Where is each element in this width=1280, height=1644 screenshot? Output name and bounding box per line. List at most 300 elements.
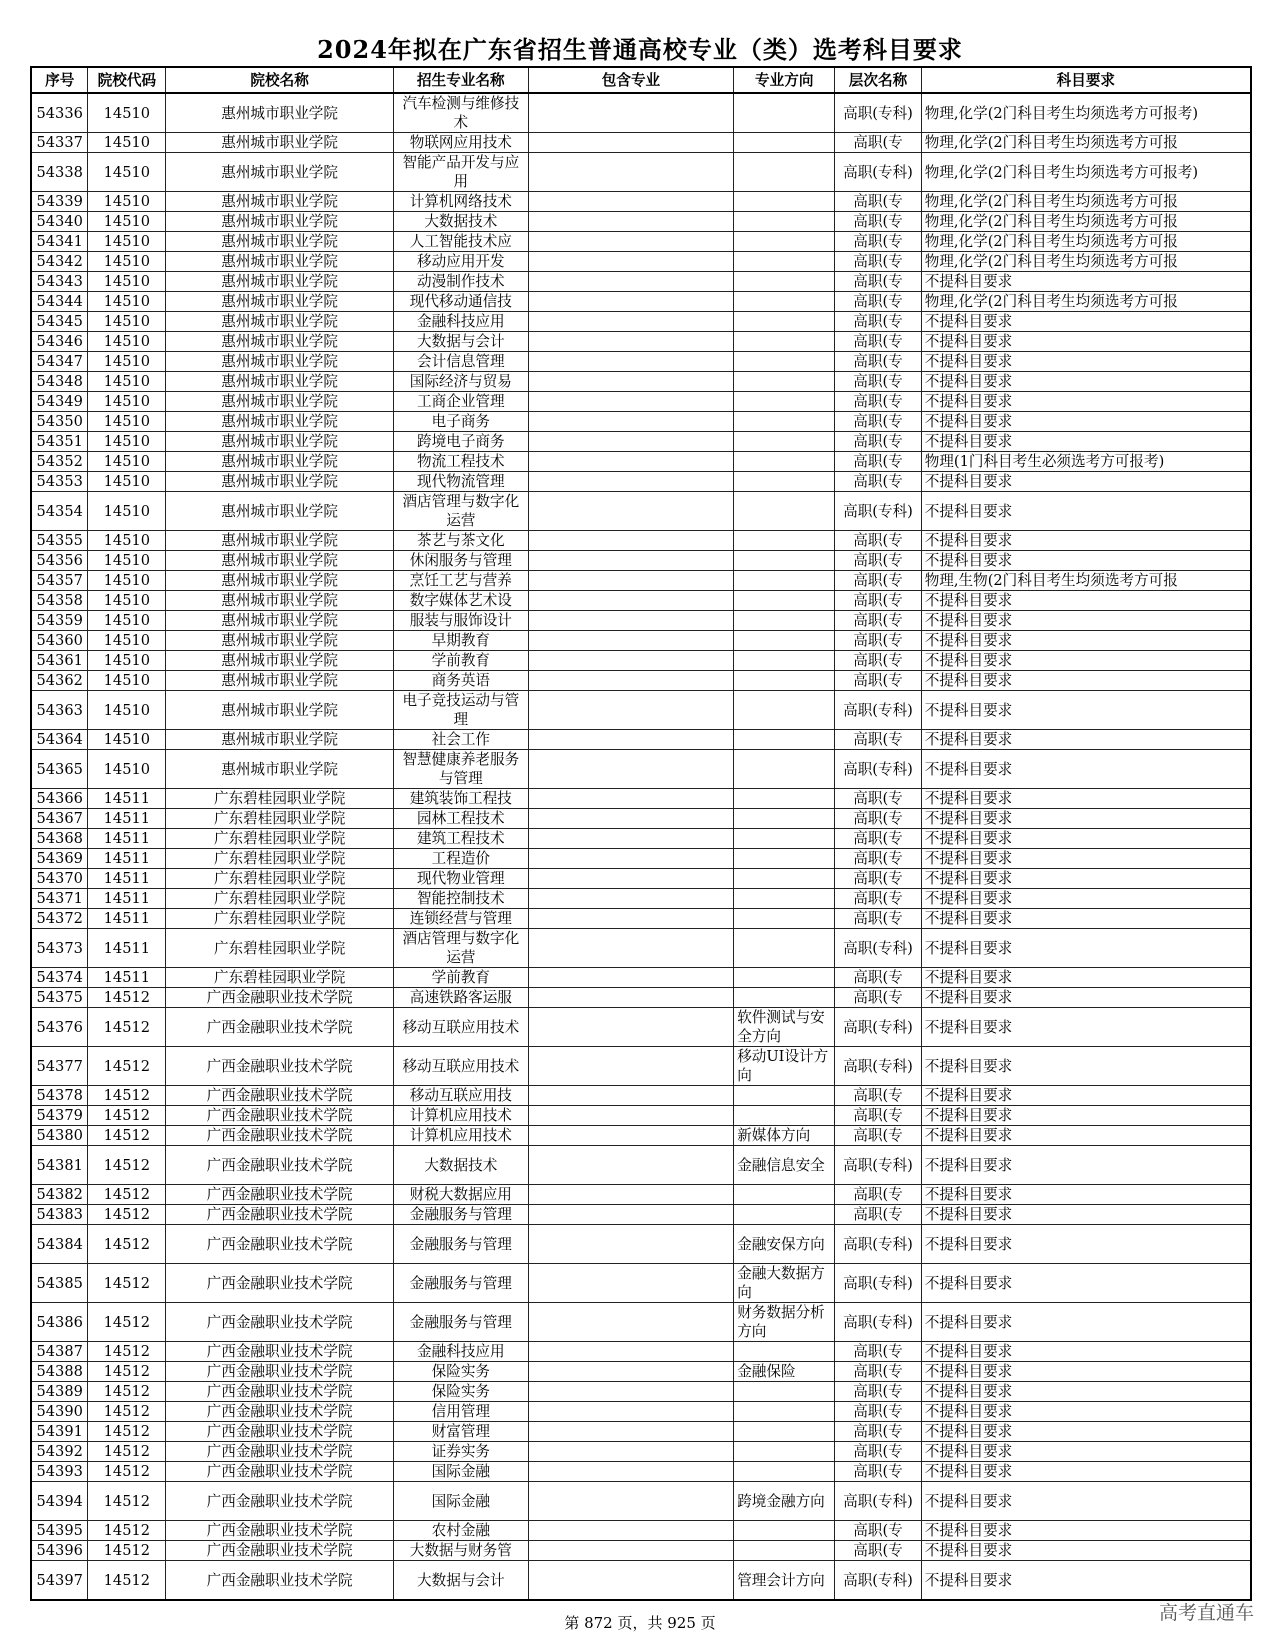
cell-school-code: 14510	[88, 412, 166, 432]
requirements-table	[30, 66, 1252, 1601]
cell-school-code: 14510	[88, 432, 166, 452]
cell-level: 高职(专	[835, 1185, 921, 1205]
cell-school-code: 14511	[88, 829, 166, 849]
cell-seq: 54371	[31, 889, 88, 909]
cell-included-majors	[528, 1047, 733, 1086]
cell-school-name: 惠州城市职业学院	[166, 591, 394, 611]
cell-major-name: 人工智能技术应	[393, 232, 528, 252]
cell-level: 高职(专	[835, 232, 921, 252]
cell-seq: 54357	[31, 571, 88, 591]
cell-school-code: 14510	[88, 671, 166, 691]
cell-requirement: 不提科目要求	[921, 1303, 1251, 1342]
cell-major-name: 服装与服饰设计	[393, 611, 528, 631]
table-row	[31, 1303, 1251, 1342]
table-row	[31, 1462, 1251, 1482]
cell-major-name: 学前教育	[393, 651, 528, 671]
cell-school-name: 广东碧桂园职业学院	[166, 869, 394, 889]
cell-included-majors	[528, 1362, 733, 1382]
cell-requirement: 不提科目要求	[921, 611, 1251, 631]
cell-direction	[734, 392, 835, 412]
cell-direction	[734, 571, 835, 591]
header-requirement: 科目要求	[921, 67, 1251, 93]
cell-included-majors	[528, 292, 733, 312]
cell-requirement: 不提科目要求	[921, 1086, 1251, 1106]
cell-major-name: 国际经济与贸易	[393, 372, 528, 392]
cell-level: 高职(专	[835, 1422, 921, 1442]
cell-level: 高职(专科)	[835, 691, 921, 730]
cell-direction	[734, 93, 835, 133]
cell-school-code: 14511	[88, 929, 166, 968]
cell-requirement: 物理,化学(2门科目考生均须选考方可报	[921, 133, 1251, 153]
cell-level: 高职(专	[835, 1086, 921, 1106]
cell-seq: 54392	[31, 1442, 88, 1462]
cell-school-name: 广西金融职业技术学院	[166, 1146, 394, 1185]
cell-major-name: 智能控制技术	[393, 889, 528, 909]
cell-requirement: 不提科目要求	[921, 1126, 1251, 1146]
cell-included-majors	[528, 1225, 733, 1264]
table-row	[31, 611, 1251, 631]
cell-seq: 54397	[31, 1561, 88, 1601]
cell-requirement: 物理,化学(2门科目考生均须选考方可报	[921, 192, 1251, 212]
cell-requirement: 不提科目要求	[921, 909, 1251, 929]
cell-major-name: 电子竞技运动与管理	[393, 691, 528, 730]
cell-school-name: 广东碧桂园职业学院	[166, 968, 394, 988]
cell-included-majors	[528, 1382, 733, 1402]
cell-seq: 54390	[31, 1402, 88, 1422]
cell-major-name: 连锁经营与管理	[393, 909, 528, 929]
cell-direction: 管理会计方向	[734, 1561, 835, 1601]
cell-included-majors	[528, 133, 733, 153]
table-row	[31, 412, 1251, 432]
cell-school-code: 14511	[88, 889, 166, 909]
cell-seq: 54384	[31, 1225, 88, 1264]
cell-school-code: 14512	[88, 1462, 166, 1482]
cell-school-name: 惠州城市职业学院	[166, 372, 394, 392]
cell-seq: 54388	[31, 1362, 88, 1382]
cell-requirement: 不提科目要求	[921, 1422, 1251, 1442]
cell-level: 高职(专科)	[835, 1482, 921, 1521]
cell-seq: 54374	[31, 968, 88, 988]
brand-watermark-text: 高考直通车	[1158, 1602, 1254, 1624]
cell-major-name: 数字媒体艺术设	[393, 591, 528, 611]
cell-included-majors	[528, 332, 733, 352]
cell-included-majors	[528, 591, 733, 611]
table-row	[31, 452, 1251, 472]
cell-school-code: 14510	[88, 292, 166, 312]
cell-major-name: 汽车检测与维修技术	[393, 93, 528, 133]
table-row	[31, 1561, 1251, 1601]
cell-seq: 54391	[31, 1422, 88, 1442]
cell-level: 高职(专	[835, 392, 921, 412]
cell-requirement: 不提科目要求	[921, 551, 1251, 571]
cell-requirement: 不提科目要求	[921, 671, 1251, 691]
cell-seq: 54376	[31, 1008, 88, 1047]
cell-seq: 54385	[31, 1264, 88, 1303]
cell-direction	[734, 730, 835, 750]
cell-included-majors	[528, 750, 733, 789]
cell-level: 高职(专	[835, 312, 921, 332]
cell-requirement: 不提科目要求	[921, 1442, 1251, 1462]
cell-seq: 54345	[31, 312, 88, 332]
table-row	[31, 1264, 1251, 1303]
cell-major-name: 保险实务	[393, 1382, 528, 1402]
cell-direction	[734, 492, 835, 531]
cell-major-name: 金融科技应用	[393, 312, 528, 332]
cell-direction	[734, 869, 835, 889]
cell-school-name: 广东碧桂园职业学院	[166, 849, 394, 869]
cell-seq: 54372	[31, 909, 88, 929]
cell-requirement: 物理,化学(2门科目考生均须选考方可报	[921, 252, 1251, 272]
cell-direction	[734, 352, 835, 372]
cell-requirement: 不提科目要求	[921, 889, 1251, 909]
cell-requirement: 不提科目要求	[921, 789, 1251, 809]
cell-requirement: 不提科目要求	[921, 829, 1251, 849]
cell-seq: 54361	[31, 651, 88, 671]
cell-school-code: 14510	[88, 153, 166, 192]
cell-school-code: 14510	[88, 750, 166, 789]
cell-included-majors	[528, 1442, 733, 1462]
cell-requirement: 不提科目要求	[921, 1362, 1251, 1382]
cell-level: 高职(专	[835, 1521, 921, 1541]
cell-major-name: 财税大数据应用	[393, 1185, 528, 1205]
table-row	[31, 1402, 1251, 1422]
cell-major-name: 物流工程技术	[393, 452, 528, 472]
table-row	[31, 1146, 1251, 1185]
cell-direction	[734, 1402, 835, 1422]
cell-included-majors	[528, 571, 733, 591]
cell-school-name: 广西金融职业技术学院	[166, 1225, 394, 1264]
cell-major-name: 会计信息管理	[393, 352, 528, 372]
cell-school-code: 14512	[88, 1264, 166, 1303]
cell-level: 高职(专科)	[835, 1008, 921, 1047]
cell-seq: 54380	[31, 1126, 88, 1146]
table-row	[31, 332, 1251, 352]
cell-school-code: 14510	[88, 352, 166, 372]
cell-level: 高职(专	[835, 730, 921, 750]
cell-seq: 54367	[31, 809, 88, 829]
cell-requirement: 不提科目要求	[921, 1146, 1251, 1185]
cell-level: 高职(专	[835, 889, 921, 909]
table-row	[31, 591, 1251, 611]
table-row	[31, 671, 1251, 691]
cell-included-majors	[528, 809, 733, 829]
cell-school-name: 广西金融职业技术学院	[166, 1482, 394, 1521]
cell-school-name: 广西金融职业技术学院	[166, 988, 394, 1008]
cell-school-name: 惠州城市职业学院	[166, 232, 394, 252]
cell-school-name: 惠州城市职业学院	[166, 252, 394, 272]
cell-seq: 54354	[31, 492, 88, 531]
cell-direction	[734, 591, 835, 611]
cell-requirement: 不提科目要求	[921, 332, 1251, 352]
cell-seq: 54346	[31, 332, 88, 352]
cell-school-name: 惠州城市职业学院	[166, 452, 394, 472]
table-row	[31, 1106, 1251, 1126]
cell-included-majors	[528, 611, 733, 631]
cell-included-majors	[528, 352, 733, 372]
header-school-code: 院校代码	[88, 67, 166, 93]
cell-level: 高职(专	[835, 472, 921, 492]
table-row	[31, 492, 1251, 531]
cell-school-name: 广西金融职业技术学院	[166, 1264, 394, 1303]
cell-school-code: 14512	[88, 1205, 166, 1225]
cell-school-name: 广西金融职业技术学院	[166, 1303, 394, 1342]
cell-requirement: 物理,化学(2门科目考生均须选考方可报	[921, 212, 1251, 232]
cell-major-name: 商务英语	[393, 671, 528, 691]
cell-major-name: 保险实务	[393, 1362, 528, 1382]
cell-included-majors	[528, 1561, 733, 1601]
table-row	[31, 829, 1251, 849]
cell-seq: 54366	[31, 789, 88, 809]
cell-direction	[734, 472, 835, 492]
cell-school-name: 广东碧桂园职业学院	[166, 889, 394, 909]
cell-requirement: 不提科目要求	[921, 372, 1251, 392]
cell-school-name: 惠州城市职业学院	[166, 631, 394, 651]
cell-level: 高职(专	[835, 671, 921, 691]
cell-major-name: 茶艺与茶文化	[393, 531, 528, 551]
cell-major-name: 移动互联应用技	[393, 1086, 528, 1106]
header-school-name: 院校名称	[166, 67, 394, 93]
cell-school-code: 14512	[88, 1402, 166, 1422]
cell-requirement: 不提科目要求	[921, 1264, 1251, 1303]
cell-seq: 54364	[31, 730, 88, 750]
table-row	[31, 153, 1251, 192]
cell-major-name: 建筑装饰工程技	[393, 789, 528, 809]
cell-requirement: 不提科目要求	[921, 591, 1251, 611]
cell-level: 高职(专科)	[835, 1561, 921, 1601]
cell-requirement: 不提科目要求	[921, 392, 1251, 412]
cell-direction	[734, 412, 835, 432]
cell-school-name: 广西金融职业技术学院	[166, 1008, 394, 1047]
cell-level: 高职(专	[835, 452, 921, 472]
cell-requirement: 不提科目要求	[921, 312, 1251, 332]
table-row	[31, 571, 1251, 591]
cell-level: 高职(专	[835, 829, 921, 849]
table-row	[31, 1541, 1251, 1561]
cell-level: 高职(专	[835, 988, 921, 1008]
cell-direction	[734, 750, 835, 789]
cell-school-code: 14510	[88, 551, 166, 571]
cell-seq: 54338	[31, 153, 88, 192]
table-row	[31, 849, 1251, 869]
table-row	[31, 531, 1251, 551]
cell-direction: 跨境金融方向	[734, 1482, 835, 1521]
cell-direction	[734, 292, 835, 312]
cell-requirement: 不提科目要求	[921, 691, 1251, 730]
cell-level: 高职(专科)	[835, 750, 921, 789]
table-row	[31, 789, 1251, 809]
cell-school-code: 14510	[88, 611, 166, 631]
cell-seq: 54387	[31, 1342, 88, 1362]
table-row	[31, 272, 1251, 292]
cell-level: 高职(专	[835, 631, 921, 651]
table-row	[31, 1342, 1251, 1362]
cell-school-name: 广西金融职业技术学院	[166, 1185, 394, 1205]
cell-level: 高职(专科)	[835, 93, 921, 133]
cell-school-name: 广西金融职业技术学院	[166, 1362, 394, 1382]
cell-school-name: 惠州城市职业学院	[166, 611, 394, 631]
cell-requirement: 不提科目要求	[921, 531, 1251, 551]
cell-direction	[734, 1342, 835, 1362]
cell-school-code: 14510	[88, 212, 166, 232]
header-included-majors: 包含专业	[528, 67, 733, 93]
cell-level: 高职(专	[835, 591, 921, 611]
cell-major-name: 动漫制作技术	[393, 272, 528, 292]
cell-level: 高职(专科)	[835, 1225, 921, 1264]
table-row	[31, 968, 1251, 988]
cell-seq: 54373	[31, 929, 88, 968]
cell-seq: 54370	[31, 869, 88, 889]
cell-direction	[734, 432, 835, 452]
cell-major-name: 高速铁路客运服	[393, 988, 528, 1008]
cell-school-name: 广西金融职业技术学院	[166, 1462, 394, 1482]
cell-requirement: 不提科目要求	[921, 1008, 1251, 1047]
cell-direction	[734, 1106, 835, 1126]
cell-school-code: 14512	[88, 1561, 166, 1601]
cell-seq: 54396	[31, 1541, 88, 1561]
table-row	[31, 1047, 1251, 1086]
cell-included-majors	[528, 730, 733, 750]
table-row	[31, 1362, 1251, 1382]
cell-direction	[734, 1185, 835, 1205]
cell-level: 高职(专科)	[835, 1047, 921, 1086]
table-row	[31, 392, 1251, 412]
cell-direction	[734, 531, 835, 551]
cell-major-name: 大数据与财务管	[393, 1541, 528, 1561]
cell-major-name: 证券实务	[393, 1442, 528, 1462]
cell-requirement: 不提科目要求	[921, 412, 1251, 432]
cell-included-majors	[528, 153, 733, 192]
cell-direction	[734, 611, 835, 631]
cell-major-name: 金融服务与管理	[393, 1264, 528, 1303]
cell-school-name: 惠州城市职业学院	[166, 312, 394, 332]
cell-included-majors	[528, 472, 733, 492]
cell-school-name: 惠州城市职业学院	[166, 531, 394, 551]
cell-direction	[734, 829, 835, 849]
header-direction: 专业方向	[734, 67, 835, 93]
cell-direction	[734, 133, 835, 153]
cell-direction	[734, 1442, 835, 1462]
table-row	[31, 232, 1251, 252]
cell-school-code: 14511	[88, 789, 166, 809]
cell-seq: 54353	[31, 472, 88, 492]
cell-included-majors	[528, 432, 733, 452]
cell-level: 高职(专	[835, 212, 921, 232]
header-level: 层次名称	[835, 67, 921, 93]
cell-seq: 54365	[31, 750, 88, 789]
cell-included-majors	[528, 1205, 733, 1225]
cell-included-majors	[528, 492, 733, 531]
cell-requirement: 不提科目要求	[921, 849, 1251, 869]
cell-included-majors	[528, 531, 733, 551]
cell-level: 高职(专	[835, 551, 921, 571]
cell-included-majors	[528, 929, 733, 968]
cell-school-name: 惠州城市职业学院	[166, 192, 394, 212]
cell-requirement: 不提科目要求	[921, 750, 1251, 789]
cell-direction	[734, 968, 835, 988]
cell-level: 高职(专	[835, 1462, 921, 1482]
cell-direction	[734, 252, 835, 272]
cell-seq: 54336	[31, 93, 88, 133]
cell-school-name: 惠州城市职业学院	[166, 392, 394, 412]
cell-level: 高职(专科)	[835, 1303, 921, 1342]
cell-direction: 移动UI设计方向	[734, 1047, 835, 1086]
cell-included-majors	[528, 829, 733, 849]
cell-included-majors	[528, 988, 733, 1008]
cell-level: 高职(专	[835, 1402, 921, 1422]
cell-seq: 54395	[31, 1521, 88, 1541]
cell-level: 高职(专	[835, 849, 921, 869]
cell-major-name: 跨境电子商务	[393, 432, 528, 452]
cell-major-name: 学前教育	[393, 968, 528, 988]
cell-included-majors	[528, 671, 733, 691]
cell-direction	[734, 332, 835, 352]
cell-direction: 金融保险	[734, 1362, 835, 1382]
cell-level: 高职(专	[835, 192, 921, 212]
cell-school-name: 广西金融职业技术学院	[166, 1541, 394, 1561]
cell-requirement: 不提科目要求	[921, 1521, 1251, 1541]
cell-seq: 54363	[31, 691, 88, 730]
table-row	[31, 472, 1251, 492]
cell-direction	[734, 551, 835, 571]
cell-school-code: 14512	[88, 1303, 166, 1342]
table-row	[31, 551, 1251, 571]
cell-school-code: 14512	[88, 1362, 166, 1382]
cell-school-name: 惠州城市职业学院	[166, 212, 394, 232]
cell-seq: 54348	[31, 372, 88, 392]
cell-included-majors	[528, 789, 733, 809]
cell-school-code: 14511	[88, 968, 166, 988]
cell-school-code: 14511	[88, 809, 166, 829]
header-seq: 序号	[31, 67, 88, 93]
cell-direction	[734, 452, 835, 472]
cell-direction	[734, 1205, 835, 1225]
cell-school-name: 惠州城市职业学院	[166, 432, 394, 452]
cell-requirement: 不提科目要求	[921, 809, 1251, 829]
table-row	[31, 1225, 1251, 1264]
cell-level: 高职(专	[835, 252, 921, 272]
cell-school-code: 14512	[88, 1086, 166, 1106]
cell-level: 高职(专	[835, 1541, 921, 1561]
cell-requirement: 不提科目要求	[921, 1541, 1251, 1561]
cell-school-name: 广西金融职业技术学院	[166, 1561, 394, 1601]
cell-requirement: 不提科目要求	[921, 492, 1251, 531]
cell-seq: 54394	[31, 1482, 88, 1521]
cell-direction	[734, 988, 835, 1008]
cell-seq: 54377	[31, 1047, 88, 1086]
table-row	[31, 252, 1251, 272]
cell-seq: 54369	[31, 849, 88, 869]
cell-seq: 54350	[31, 412, 88, 432]
cell-seq: 54337	[31, 133, 88, 153]
cell-major-name: 农村金融	[393, 1521, 528, 1541]
cell-school-name: 惠州城市职业学院	[166, 492, 394, 531]
cell-major-name: 酒店管理与数字化运营	[393, 492, 528, 531]
cell-seq: 54383	[31, 1205, 88, 1225]
cell-included-majors	[528, 1126, 733, 1146]
cell-school-name: 广西金融职业技术学院	[166, 1205, 394, 1225]
cell-direction	[734, 929, 835, 968]
cell-major-name: 金融服务与管理	[393, 1225, 528, 1264]
table-row	[31, 372, 1251, 392]
cell-included-majors	[528, 1106, 733, 1126]
cell-included-majors	[528, 1521, 733, 1541]
table-row	[31, 1086, 1251, 1106]
cell-included-majors	[528, 452, 733, 472]
cell-requirement: 不提科目要求	[921, 432, 1251, 452]
cell-included-majors	[528, 192, 733, 212]
cell-seq: 54379	[31, 1106, 88, 1126]
cell-school-name: 广东碧桂园职业学院	[166, 789, 394, 809]
